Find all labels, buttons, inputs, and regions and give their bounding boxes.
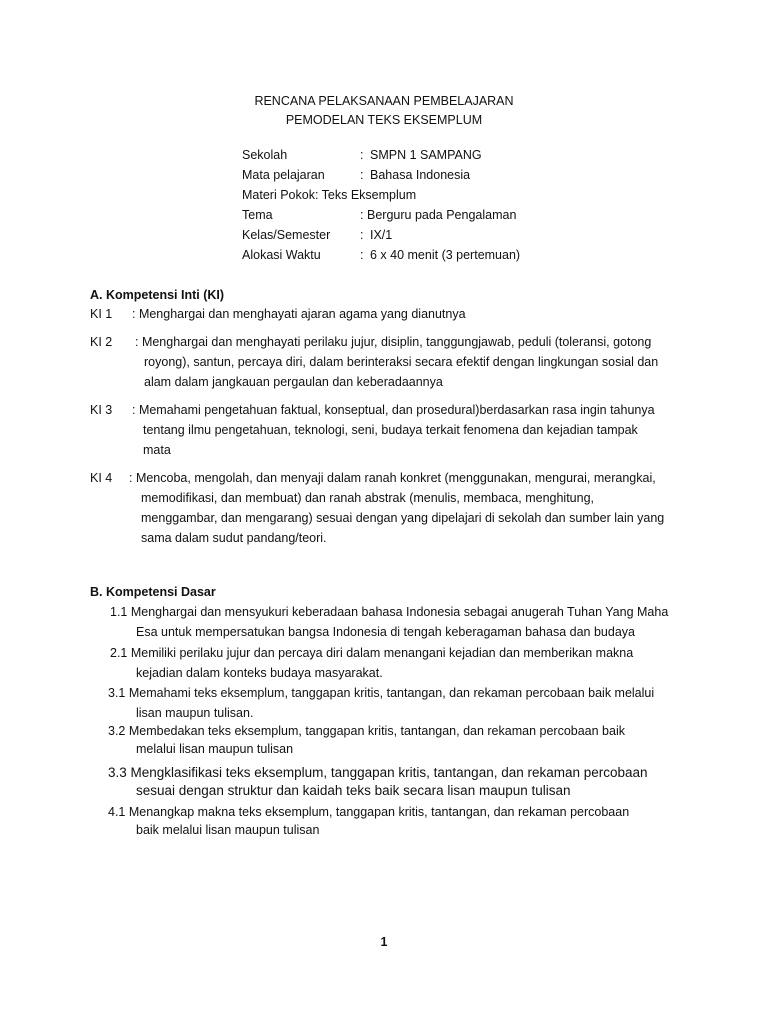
kd-text-line: 1.1 Menghargai dan mensyukuri keberadaan bahasa Indonesia sebagai anugerah Tuhan Yang Maha xyxy=(110,605,669,619)
meta-value: SMPN 1 SAMPANG xyxy=(370,148,482,162)
meta-label: Alokasi Waktu xyxy=(242,248,321,262)
kd-text-line: Esa untuk mempersatukan bangsa Indonesia di tengah keberagaman bahasa dan budaya xyxy=(136,625,635,639)
document-title-line-2: PEMODELAN TEKS EKSEMPLUM xyxy=(285,113,483,127)
kd-text-line: 3.3 Mengklasifikasi teks eksemplum, tanggapan kritis, tantangan, dan rekaman percobaan xyxy=(108,765,648,780)
ki-text-line: menggambar, dan mengarang) sesuai dengan yang dipelajari di sekolah dan sumber lain yang xyxy=(141,511,665,525)
ki-code: KI 3 xyxy=(90,403,113,417)
meta-label: Kelas/Semester xyxy=(242,228,331,242)
meta-label: Mata pelajaran xyxy=(242,168,325,182)
kd-text-line: 3.2 Membedakan teks eksemplum, tanggapan kritis, tantangan, dan rekaman percobaan baik xyxy=(108,724,625,738)
meta-label: Tema xyxy=(242,208,273,222)
meta-value: 6 x 40 menit (3 pertemuan) xyxy=(370,248,521,262)
page-number: 1 xyxy=(380,935,388,949)
meta-value: Bahasa Indonesia xyxy=(370,168,471,182)
meta-colon: : xyxy=(360,208,364,222)
kd-text-line: sesuai dengan struktur dan kaidah teks baik secara lisan maupun tulisan xyxy=(136,783,571,798)
document-title-line-1: RENCANA PELAKSANAAN PEMBELAJARAN xyxy=(254,94,514,108)
meta-colon: : xyxy=(360,148,364,162)
kd-text-line: 3.1 Memahami teks eksemplum, tanggapan kritis, tantangan, dan rekaman percobaan baik melalui xyxy=(108,686,655,700)
kd-text-line: lisan maupun tulisan. xyxy=(136,706,254,720)
meta-label: Sekolah xyxy=(242,148,288,162)
kd-text-line: 4.1 Menangkap makna teks eksemplum, tanggapan kritis, tantangan, dan rekaman percobaan xyxy=(108,805,630,819)
ki-text-line: sama dalam sudut pandang/teori. xyxy=(141,531,327,545)
ki-text-line: memodifikasi, dan membuat) dan ranah abstrak (menulis, membaca, menghitung, xyxy=(141,491,594,505)
kd-text-line: 2.1 Memiliki perilaku jujur dan percaya diri dalam menangani kejadian dan memberikan makna xyxy=(110,646,634,660)
ki-text-line: : Memahami pengetahuan faktual, konseptual, dan prosedural)berdasarkan rasa ingin tahunya xyxy=(132,403,655,417)
meta-label: Materi Pokok: Teks Eksemplum xyxy=(242,188,417,202)
section-b-heading: B. Kompetensi Dasar xyxy=(90,585,216,599)
meta-colon: : xyxy=(360,228,364,242)
ki-text-line: : Mencoba, mengolah, dan menyaji dalam ranah konkret (menggunakan, mengurai, merangkai, xyxy=(129,471,656,485)
section-a-heading: A. Kompetensi Inti (KI) xyxy=(90,288,225,302)
ki-text-line: mata xyxy=(143,443,171,457)
ki-text-line: royong), santun, percaya diri, dalam berinteraksi secara efektif dengan lingkungan sosial dan xyxy=(144,355,659,369)
meta-colon: : xyxy=(360,248,364,262)
ki-text-line: : Menghargai dan menghayati perilaku jujur, disiplin, tanggungjawab, peduli (toleransi, gotong xyxy=(135,335,652,349)
ki-code: KI 2 xyxy=(90,335,113,349)
meta-colon: : xyxy=(360,168,364,182)
ki-code: KI 4 xyxy=(90,471,113,485)
kd-text-line: melalui lisan maupun tulisan xyxy=(136,742,294,756)
ki-text-line: tentang ilmu pengetahuan, teknologi, seni, budaya terkait fenomena dan kejadian tampak xyxy=(143,423,638,437)
ki-text-line: alam dalam jangkauan pergaulan dan keberadaannya xyxy=(144,375,443,389)
meta-value: IX/1 xyxy=(370,228,393,242)
meta-value: Berguru pada Pengalaman xyxy=(367,208,517,222)
kd-text-line: kejadian dalam konteks budaya masyarakat. xyxy=(136,666,383,680)
kd-text-line: baik melalui lisan maupun tulisan xyxy=(136,823,320,837)
ki-code: KI 1 xyxy=(90,307,113,321)
ki-text-line: : Menghargai dan menghayati ajaran agama yang dianutnya xyxy=(132,307,466,321)
